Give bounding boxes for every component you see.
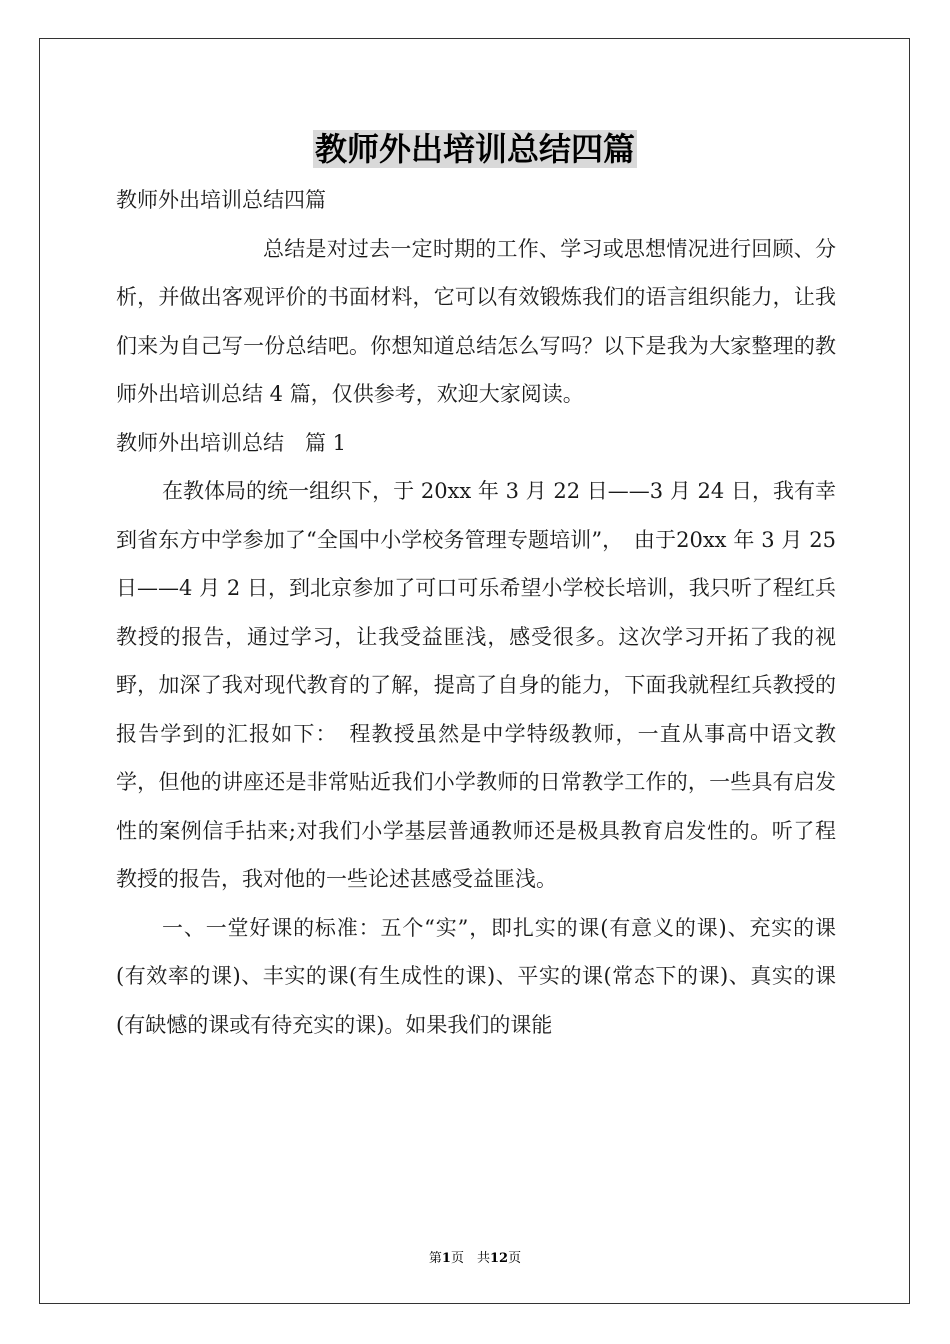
footer-page-number: 1 <box>441 1251 451 1266</box>
footer-spacer: 共 <box>463 1251 490 1266</box>
footer-page-suffix: 页 <box>450 1251 464 1266</box>
document-title <box>0 127 950 171</box>
document-body <box>116 176 836 1049</box>
subtitle-paragraph: 教师外出培训总结四篇 <box>116 188 326 212</box>
intro-paragraph: 总结是对过去一定时期的工作、学习或思想情况进行回顾、分析，并做出客观评价的书面材料，它可以有效锻炼我们的语言组织能力，让我们来为自己写一份总结吧。你想知道总结怎么写吗？以下是我为大家整理的教师外出培训总结 4 篇，仅供参考，欢迎大家阅读。 <box>116 236 836 406</box>
footer-total-pages: 12 <box>489 1251 509 1266</box>
footer-total-suffix: 页 <box>508 1251 522 1266</box>
document-title-text: 教师外出培训总结四篇 <box>314 130 635 168</box>
footer-prefix: 第 <box>428 1251 442 1266</box>
section-heading: 教师外出培训总结 篇 1 <box>116 430 347 455</box>
body-paragraph: 一、一堂好课的标准：五个“实”，即扎实的课(有意义的课)、充实的课(有效率的课)、丰实的课(有生成性的课)、平实的课(常态下的课)、真实的课(有缺憾的课或有待充实的课)。如果我们的课能 <box>116 915 836 1037</box>
page-footer <box>0 1247 950 1266</box>
body-paragraph: 在教体局的统一组织下，于 20xx 年 3 月 22 日——3 月 24 日，我有幸到省东方中学参加了“全国中小学校务管理专题培训”， 由于20xx 年 3 月 25 日——4 月 2 日，到北京参加了可口可乐希望小学校长培训，我只听了程红兵教授的报告，通过学习，让我受益匪浅，感受很多。这次学习开拓了我的视野，加深了我对现代教育的了解，提高了自身的能力，下面我就程红兵教授的报告学到的汇报如下： 程教授虽然是中学特级教师，一直从事高中语文教学，但他的讲座还是非常贴近我们小学教师的日常教学工作的，一些具有启发性的案例信手拈来;对我们小学基层普通教师还是极具教育启发性的。听了程教授的报告，我对他的一些论述甚感受益匪浅。 <box>116 479 836 891</box>
